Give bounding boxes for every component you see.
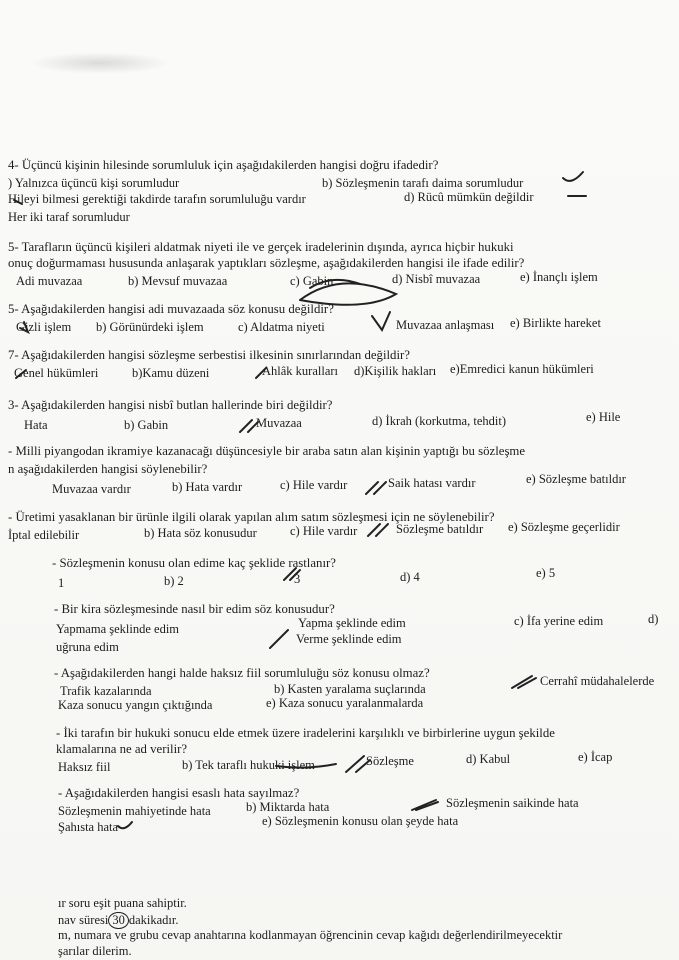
option-d: d)Kişilik hakları bbox=[354, 364, 437, 378]
option-e: uğruna edim bbox=[56, 640, 119, 654]
option-a: Muvazaa vardır bbox=[52, 482, 131, 496]
option-d: Şahısta hata bbox=[58, 820, 119, 834]
question-stem: - Aşağıdakilerden hangisi esaslı hata sayılmaz? bbox=[58, 786, 300, 800]
option-e: e) İnançlı işlem bbox=[520, 270, 598, 284]
option-c: Hileyi bilmesi gerektiği takdirde tarafın sorumluluğu vardır bbox=[8, 192, 306, 206]
option-a: Adi muvazaa bbox=[16, 274, 83, 288]
option-c: Muvazaa bbox=[256, 416, 302, 430]
option-e: e) Sözleşme geçerlidir bbox=[508, 520, 620, 534]
option-e: e) 5 bbox=[536, 566, 556, 580]
option-e: e) Sözleşmenin konusu olan şeyde hata bbox=[262, 814, 459, 828]
option-a: 1 bbox=[58, 576, 65, 590]
option-a: ) Yalnızca üçüncü kişi sorumludur bbox=[8, 176, 180, 190]
option-a: Yapmama şeklinde edim bbox=[56, 622, 180, 636]
option-b: b) Kasten yaralama suçlarında bbox=[274, 682, 426, 696]
option-a: Sözleşmenin mahiyetinde hata bbox=[58, 804, 211, 818]
question-stem: - İki tarafın bir hukuki sonucu elde etmek üzere iradelerini karşılıklı ve birbirlerine uygun şekilde bbox=[56, 726, 555, 740]
option-e: e) Kaza sonucu yaralanmalarda bbox=[266, 696, 424, 710]
question-stem: 3- Aşağıdakilerden hangisi nisbî butlan hallerinde biri değildir? bbox=[8, 398, 333, 412]
option-e: Her iki taraf sorumludur bbox=[8, 210, 130, 224]
question-stem: - Sözleşmenin konusu olan edime kaç şeklide rastlanır? bbox=[52, 556, 336, 570]
option-b: b)Kamu düzeni bbox=[132, 366, 210, 380]
option-b: b) Görünürdeki işlem bbox=[96, 320, 204, 334]
option-d: d) İkrah (korkutma, tehdit) bbox=[372, 414, 506, 428]
question-stem-cont: onuç doğurmaması hususunda anlaşarak yaptıkları sözleşme, aşağıdakilerden hangisi ile ifade edilir? bbox=[8, 256, 525, 270]
option-b: b) Hata söz konusudur bbox=[144, 526, 257, 540]
option-a: Genel hükümleri bbox=[14, 366, 99, 380]
option-d: d) 4 bbox=[400, 570, 420, 584]
option-b: b) Miktarda hata bbox=[246, 800, 330, 814]
footer-line-3: m, numara ve grubu cevap anahtarına kodlanmayan öğrencinin cevap kağıdı değerlendirilmeyecektir bbox=[58, 928, 563, 942]
option-e: e) Sözleşme batıldır bbox=[526, 472, 626, 486]
option-c: c) Hile vardır bbox=[280, 478, 348, 492]
option-c: c) İfa yerine edim bbox=[514, 614, 604, 628]
question-stem-cont: klamalarına ne ad verilir? bbox=[56, 742, 188, 756]
question-stem: - Üretimi yasaklanan bir ürünle ilgili olarak yapılan alım satım sözleşmesi için ne söylenebilir? bbox=[8, 510, 495, 524]
question-stem: 7- Aşağıdakilerden hangisi sözleşme serbestisi ilkesinin sınırlarından değildir? bbox=[8, 348, 410, 362]
option-b: b) Sözleşmenin tarafı daima sorumludur bbox=[322, 176, 524, 190]
footer-duration-label: nav süresi bbox=[58, 913, 109, 927]
option-e: e) İcap bbox=[578, 750, 613, 764]
option-e: e) Hile bbox=[586, 410, 621, 424]
question-stem: 5- Tarafların üçüncü kişileri aldatmak niyeti ile ve gerçek iradelerinin dışında, ayrıca hiçbir hukuki bbox=[8, 240, 514, 254]
option-c: c) Aldatma niyeti bbox=[238, 320, 325, 334]
option-c: c) Gabin bbox=[290, 274, 334, 288]
option-e: e) Birlikte hareket bbox=[510, 316, 601, 330]
option-e: e)Emredici kanun hükümleri bbox=[450, 362, 594, 376]
question-stem: - Bir kira sözleşmesinde nasıl bir edim söz konusudur? bbox=[54, 602, 335, 616]
option-b: b) Hata vardır bbox=[172, 480, 243, 494]
option-c: Ahlâk kuralları bbox=[262, 364, 339, 378]
footer-line-4: şarılar dilerim. bbox=[58, 944, 132, 958]
option-a: Trafik kazalarında bbox=[60, 684, 152, 698]
option-d: d) Kabul bbox=[466, 752, 511, 766]
option-d: d) Nisbî muvazaa bbox=[392, 272, 481, 286]
option-extra: Verme şeklinde edim bbox=[296, 632, 402, 646]
option-c: c) Hile vardır bbox=[290, 524, 358, 538]
option-c: 3 bbox=[294, 572, 301, 586]
option-d: Kaza sonucu yangın çıktığında bbox=[58, 698, 213, 712]
footer-duration-value: 30 bbox=[108, 912, 129, 929]
option-a: Hata bbox=[24, 418, 48, 432]
question-stem: - Aşağıdakilerden hangi halde haksız fiil sorumluluğu söz konusu olmaz? bbox=[54, 666, 430, 680]
option-c: Sözleşme bbox=[366, 754, 414, 768]
option-a: Gizli işlem bbox=[16, 320, 72, 334]
question-stem: - Milli piyangodan ikramiye kazanacağı düşüncesiyle bir araba satın alan kişinin yaptığı bu sözleşme bbox=[8, 444, 526, 458]
option-a: Haksız fiil bbox=[58, 760, 111, 774]
option-c: Cerrahî müdahalelerde bbox=[540, 674, 655, 688]
footer-line-1: ır soru eşit puana sahiptir. bbox=[58, 896, 187, 910]
option-b: b) 2 bbox=[164, 574, 184, 588]
option-b: Yapma şeklinde edim bbox=[298, 616, 406, 630]
option-a: İptal edilebilir bbox=[8, 528, 80, 542]
option-d: Muvazaa anlaşması bbox=[396, 318, 495, 332]
option-d: d) bbox=[648, 612, 659, 626]
option-c: Sözleşmenin saikinde hata bbox=[446, 796, 579, 810]
option-d: Sözleşme batıldır bbox=[396, 522, 484, 536]
option-b: b) Gabin bbox=[124, 418, 169, 432]
option-d: d) Rücû mümkün değildir bbox=[404, 190, 534, 204]
question-stem-cont: n aşağıdakilerden hangisi söylenebilir? bbox=[8, 462, 208, 476]
option-d: Saik hatası vardır bbox=[388, 476, 476, 490]
option-b: b) Tek taraflı hukuki işlem bbox=[182, 758, 315, 772]
question-stem: 5- Aşağıdakilerden hangisi adi muvazaada söz konusu değildir? bbox=[8, 302, 334, 316]
option-b: b) Mevsuf muvazaa bbox=[128, 274, 228, 288]
question-stem: 4- Üçüncü kişinin hilesinde sorumluluk için aşağıdakilerden hangisi doğru ifadedir? bbox=[8, 158, 439, 172]
footer-duration-unit: dakikadır. bbox=[128, 913, 179, 927]
